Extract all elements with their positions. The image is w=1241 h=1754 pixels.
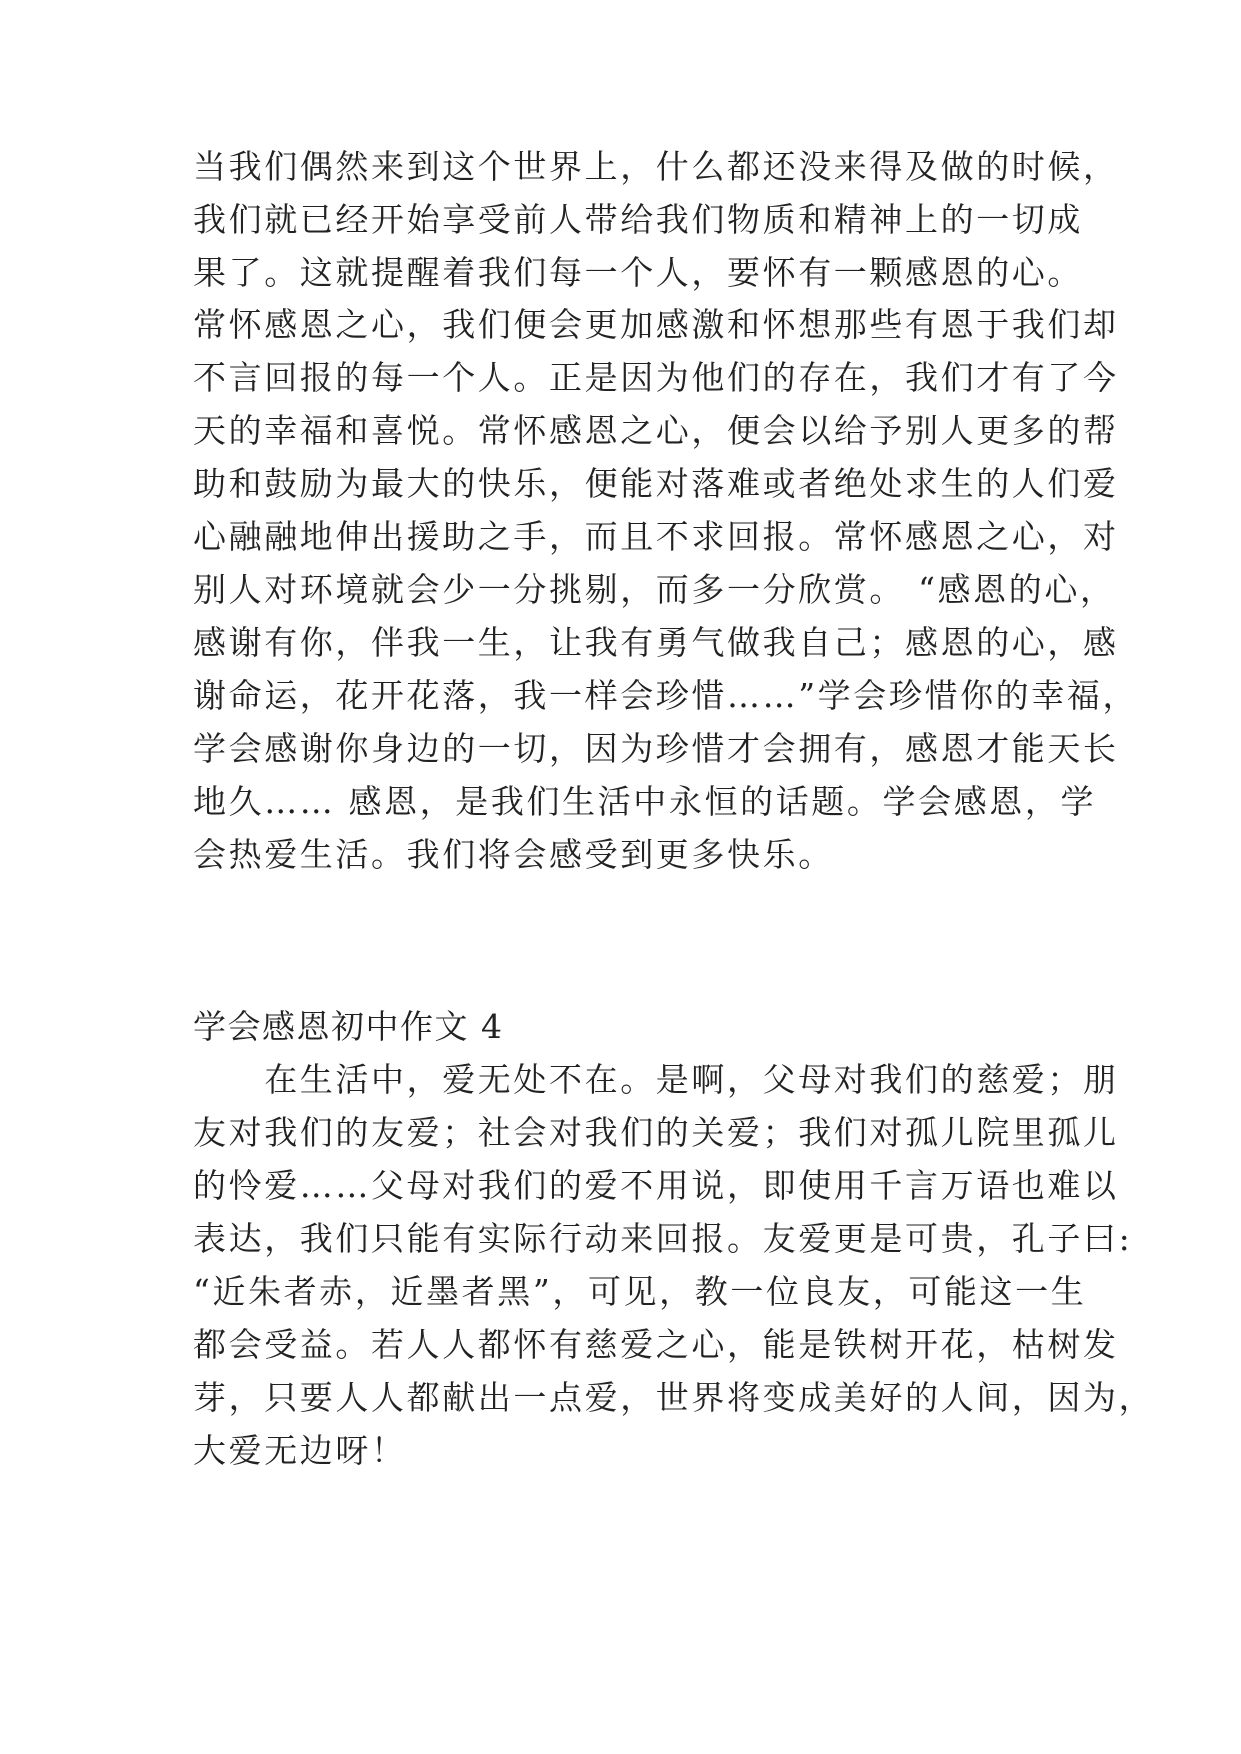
paragraph-2-line-6: 都会受益。若人人都怀有慈爱之心，能是铁树开花，枯树发 xyxy=(193,1325,1119,1364)
paragraph-1-line-11: 谢命运，花开花落，我一样会珍惜……”学会珍惜你的幸福， xyxy=(193,676,1139,715)
paragraph-2-line-2: 友对我们的友爱；社会对我们的关爱；我们对孤儿院里孤儿 xyxy=(193,1113,1119,1152)
paragraph-2-line-8: 大爱无边呀！ xyxy=(193,1431,407,1470)
paragraph-1-line-10: 感谢有你，伴我一生，让我有勇气做我自己；感恩的心，感 xyxy=(193,623,1119,662)
paragraph-1-line-12: 学会感谢你身边的一切，因为珍惜才会拥有，感恩才能天长 xyxy=(193,729,1119,768)
section-heading: 学会感恩初中作文 4 xyxy=(193,1007,504,1046)
paragraph-2-line-7: 芽，只要人人都献出一点爱，世界将变成美好的人间，因为， xyxy=(193,1378,1155,1417)
paragraph-2-line-3: 的怜爱……父母对我们的爱不用说，即使用千言万语也难以 xyxy=(193,1166,1119,1205)
paragraph-2-line-5: “近朱者赤，近墨者黑”，可见，教一位良友，可能这一生 xyxy=(193,1272,1087,1311)
paragraph-1-line-9: 别人对环境就会少一分挑剔，而多一分欣赏。 “感恩的心， xyxy=(193,570,1116,609)
paragraph-1-line-7: 助和鼓励为最大的快乐，便能对落难或者绝处求生的人们爱 xyxy=(193,464,1119,503)
paragraph-1-line-13: 地久…… 感恩，是我们生活中永恒的话题。学会感恩，学 xyxy=(193,782,1097,821)
paragraph-1-line-6: 天的幸福和喜悦。常怀感恩之心，便会以给予别人更多的帮 xyxy=(193,411,1119,450)
paragraph-1-line-2: 我们就已经开始享受前人带给我们物质和精神上的一切成 xyxy=(193,200,1083,239)
paragraph-1-line-1: 当我们偶然来到这个世界上，什么都还没来得及做的时候， xyxy=(193,147,1119,186)
paragraph-1-line-4: 常怀感恩之心，我们便会更加感激和怀想那些有恩于我们却 xyxy=(193,305,1119,344)
paragraph-1-line-5: 不言回报的每一个人。正是因为他们的存在，我们才有了今 xyxy=(193,358,1119,397)
paragraph-2-line-4: 表达，我们只能有实际行动来回报。友爱更是可贵，孔子曰: xyxy=(193,1219,1133,1258)
paragraph-1-line-14: 会热爱生活。我们将会感受到更多快乐。 xyxy=(193,835,834,874)
paragraph-1-line-8: 心融融地伸出援助之手，而且不求回报。常怀感恩之心，对 xyxy=(193,517,1119,556)
paragraph-1-line-3: 果了。这就提醒着我们每一个人，要怀有一颗感恩的心。 xyxy=(193,253,1083,292)
paragraph-2-line-1: 在生活中，爱无处不在。是啊，父母对我们的慈爱；朋 xyxy=(193,1060,1119,1099)
